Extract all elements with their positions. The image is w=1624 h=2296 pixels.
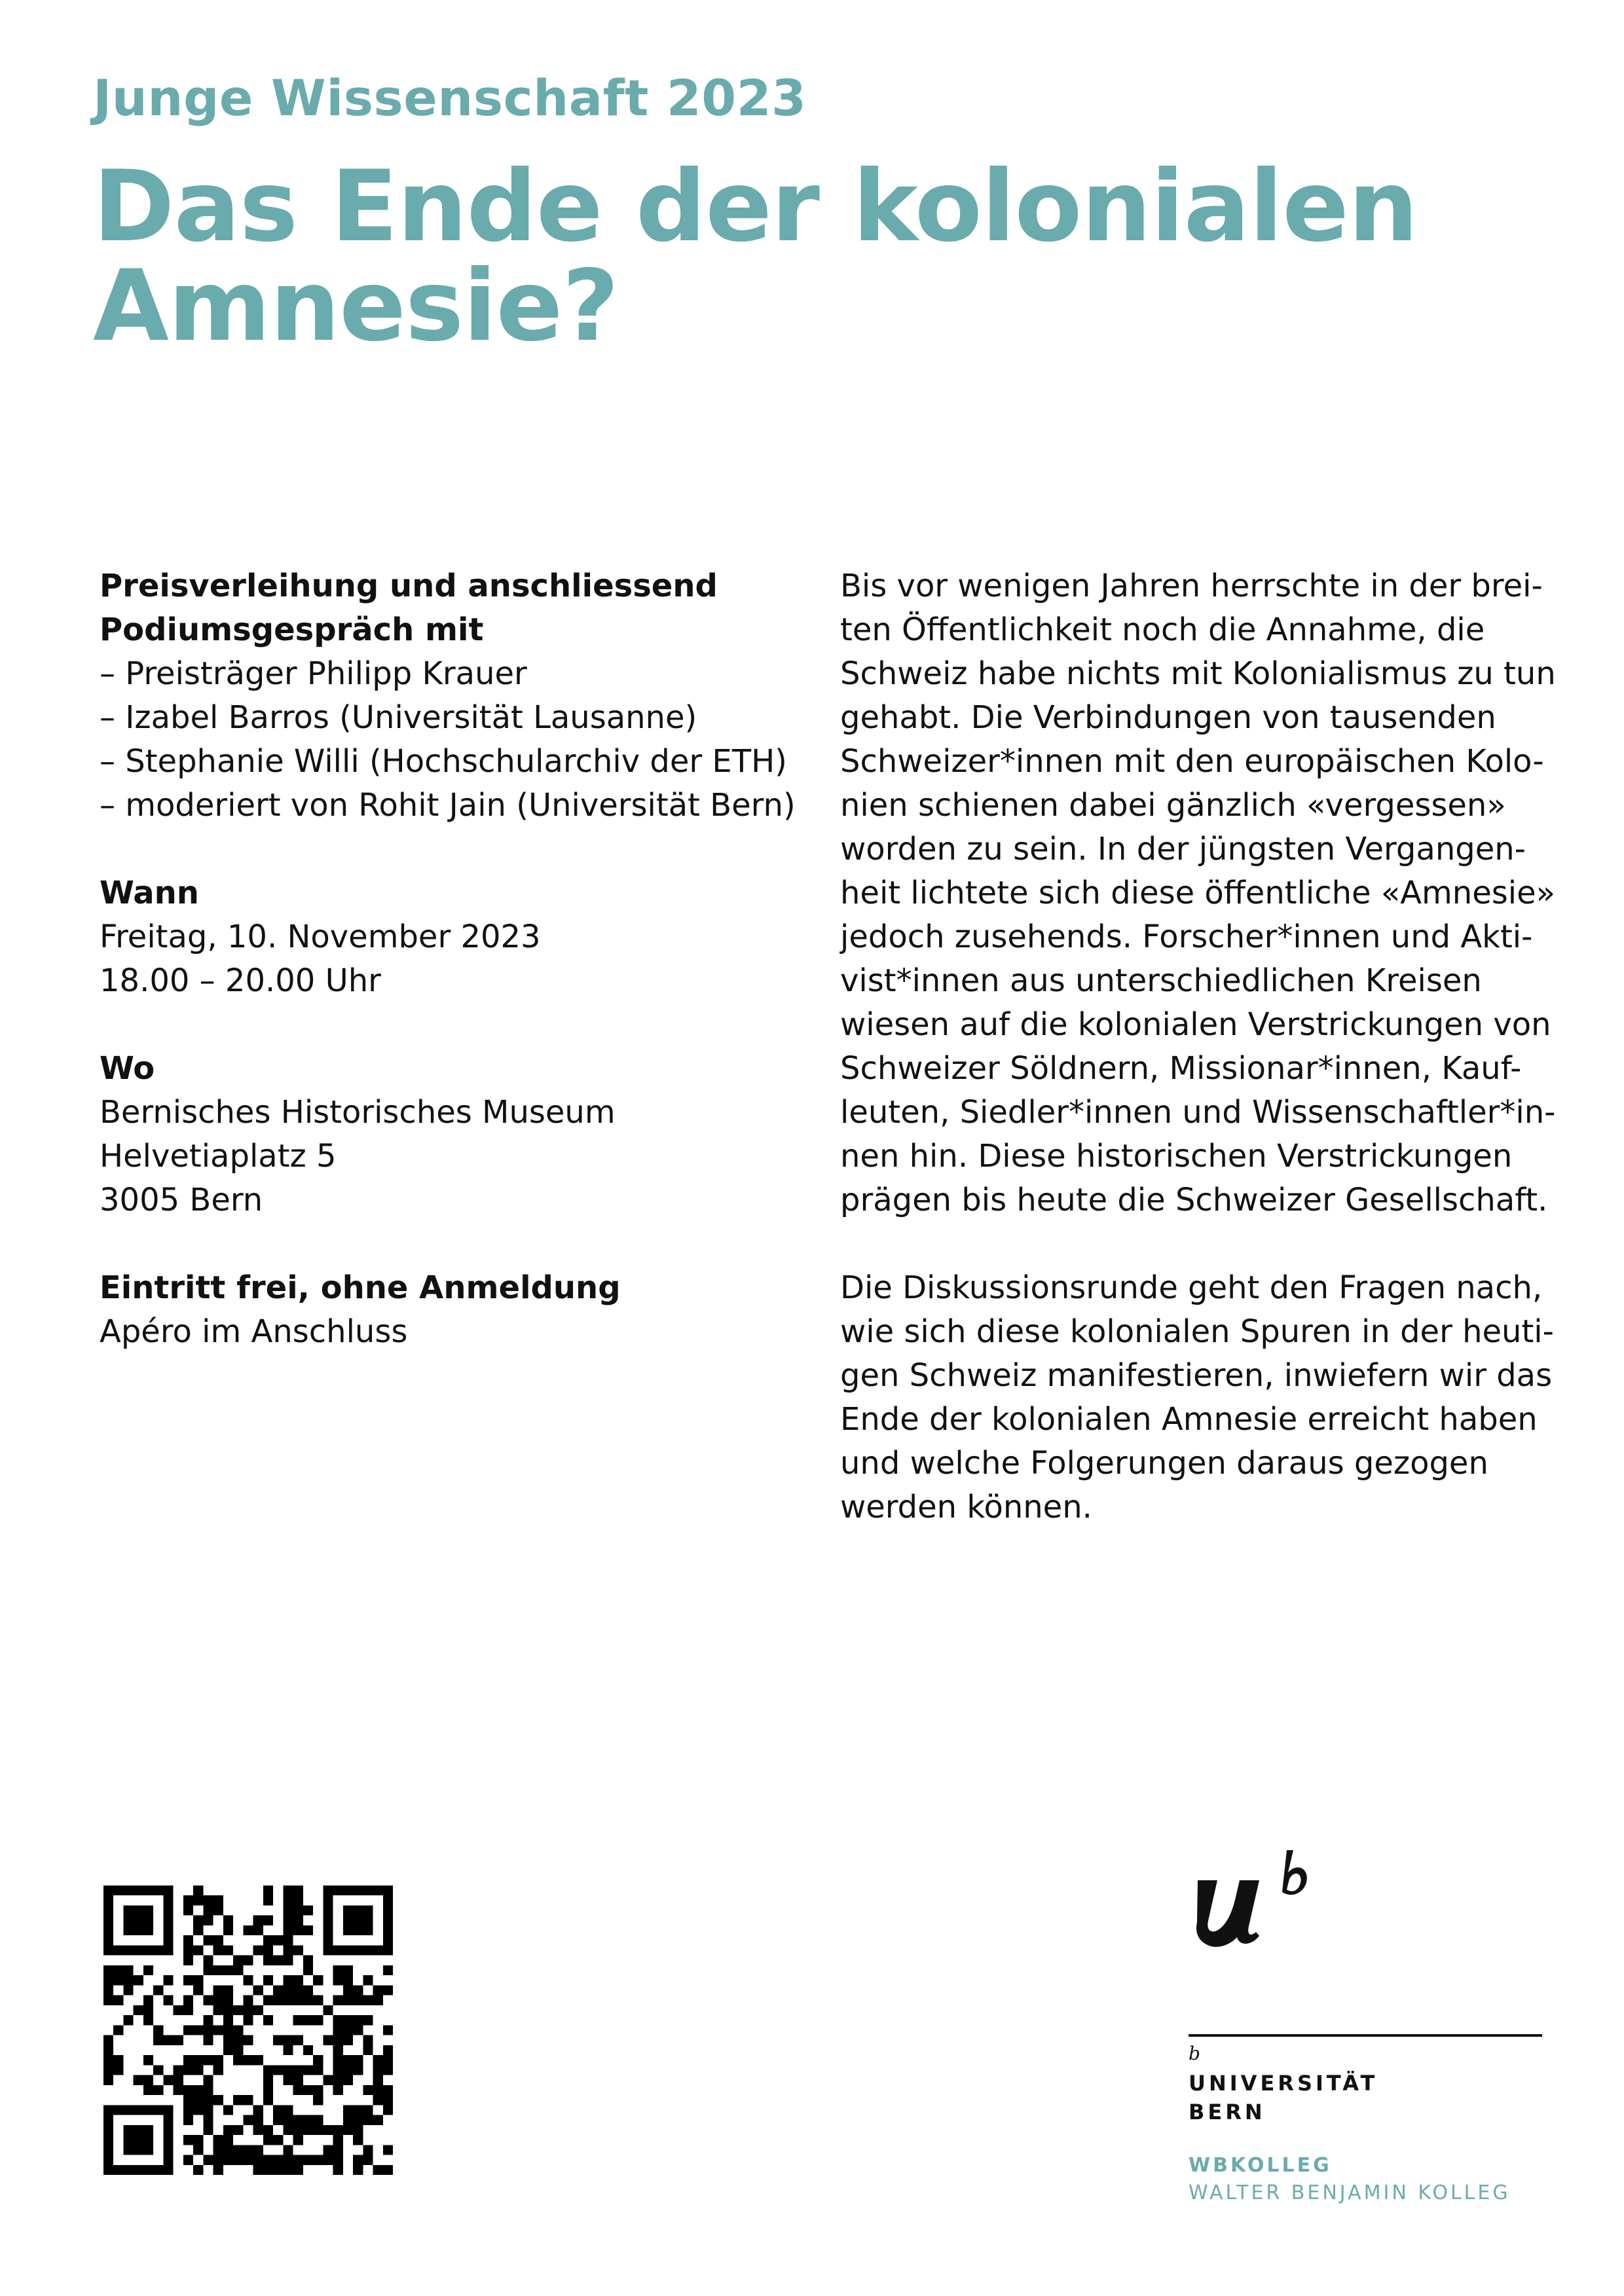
speaker-item: – Stephanie Willi (Hochschularchiv der ETH) [100,743,787,780]
paragraph-line: Schweiz habe nichts mit Kolonialismus zu tun [840,655,1556,692]
spacer [100,1003,820,1047]
title-line: Das Ende der kolonialen [93,150,1418,264]
intro-heading: Podiumsgespräch mit [100,611,484,648]
paragraph-line: prägen bis heute die Schweizer Gesellschaft. [840,1182,1548,1218]
entry-note: Apéro im Anschluss [100,1313,408,1350]
page-title [93,150,1418,363]
qr-code-icon[interactable] [103,1886,393,2175]
university-name [1189,2069,1378,2126]
paragraph-line: wiesen auf die kolonialen Verstrickungen von [840,1006,1551,1043]
spacer [840,1222,1541,1266]
paragraph-line: Die Diskussionsrunde geht den Fragen nach, [840,1269,1543,1306]
when-heading: Wann [100,875,199,911]
paragraph-line: werden können. [840,1489,1092,1525]
entry-heading: Eintritt frei, ohne Anmeldung [100,1269,621,1306]
paragraph-line: und welche Folgerungen daraus gezogen [840,1445,1488,1482]
unibe-logo-icon [1189,1846,1320,1977]
paragraph-2 [840,1266,1554,1529]
paragraph-line: ten Öffentlichkeit noch die Annahme, die [840,611,1485,648]
event-details [100,564,820,1354]
paragraph-1 [840,564,1556,1222]
title-line: Amnesie? [93,249,619,363]
paragraph-line: gehabt. Die Verbindungen von tausenden [840,699,1496,736]
venue-name: Bernisches Historisches Museum [100,1094,616,1131]
series-title: Junge Wissenschaft 2023 [93,69,807,127]
paragraph-line: jedoch zusehends. Forscher*innen und Akti- [840,919,1533,955]
description [840,564,1556,1529]
paragraph-line: worden zu sein. In der jüngsten Vergangen- [840,831,1526,867]
paragraph-line: nien schienen dabei gänzlich «vergessen» [840,787,1506,824]
paragraph-line: nen hin. Diese historischen Verstrickungen [840,1138,1513,1175]
event-time: 18.00 – 20.00 Uhr [100,962,381,999]
paragraph-line: vist*innen aus unterschiedlichen Kreisen [840,962,1482,999]
logo-small-b: b [1189,2043,1200,2064]
university-logo [1189,1846,1555,2213]
venue-street: Helvetiaplatz 5 [100,1138,337,1175]
paragraph-line: Ende der kolonialen Amnesie erreicht haben [840,1401,1538,1438]
spacer [100,828,820,871]
kolleg-short-name: WBKOLLEG [1189,2154,1332,2177]
university-name-line: BERN [1189,2100,1266,2124]
paragraph-line: Bis vor wenigen Jahren herrschte in der brei- [840,568,1543,604]
university-name-line: UNIVERSITÄT [1189,2071,1378,2096]
paragraph-line: gen Schweiz manifestieren, inwiefern wir das [840,1357,1553,1394]
speaker-item: – moderiert von Rohit Jain (Universität Bern) [100,787,796,824]
speaker-item: – Preisträger Philipp Krauer [100,655,527,692]
venue-city: 3005 Bern [100,1182,263,1218]
paragraph-line: Schweizer Söldnern, Missionar*innen, Kauf- [840,1050,1522,1087]
kolleg-full-name: WALTER BENJAMIN KOLLEG [1189,2181,1511,2204]
where-heading: Wo [100,1050,155,1087]
paragraph-line: wie sich diese kolonialen Spuren in der heuti- [840,1313,1554,1350]
paragraph-line: Schweizer*innen mit den europäischen Kolo- [840,743,1544,780]
speaker-item: – Izabel Barros (Universität Lausanne) [100,699,697,736]
spacer [100,1222,820,1266]
paragraph-line: heit lichtete sich diese öffentliche «Amnesie» [840,875,1555,911]
event-date: Freitag, 10. November 2023 [100,919,541,955]
intro-heading: Preisverleihung und anschliessend [100,568,718,604]
paragraph-line: leuten, Siedler*innen und Wissenschaftler*in- [840,1094,1556,1131]
logo-divider [1189,2034,1542,2037]
